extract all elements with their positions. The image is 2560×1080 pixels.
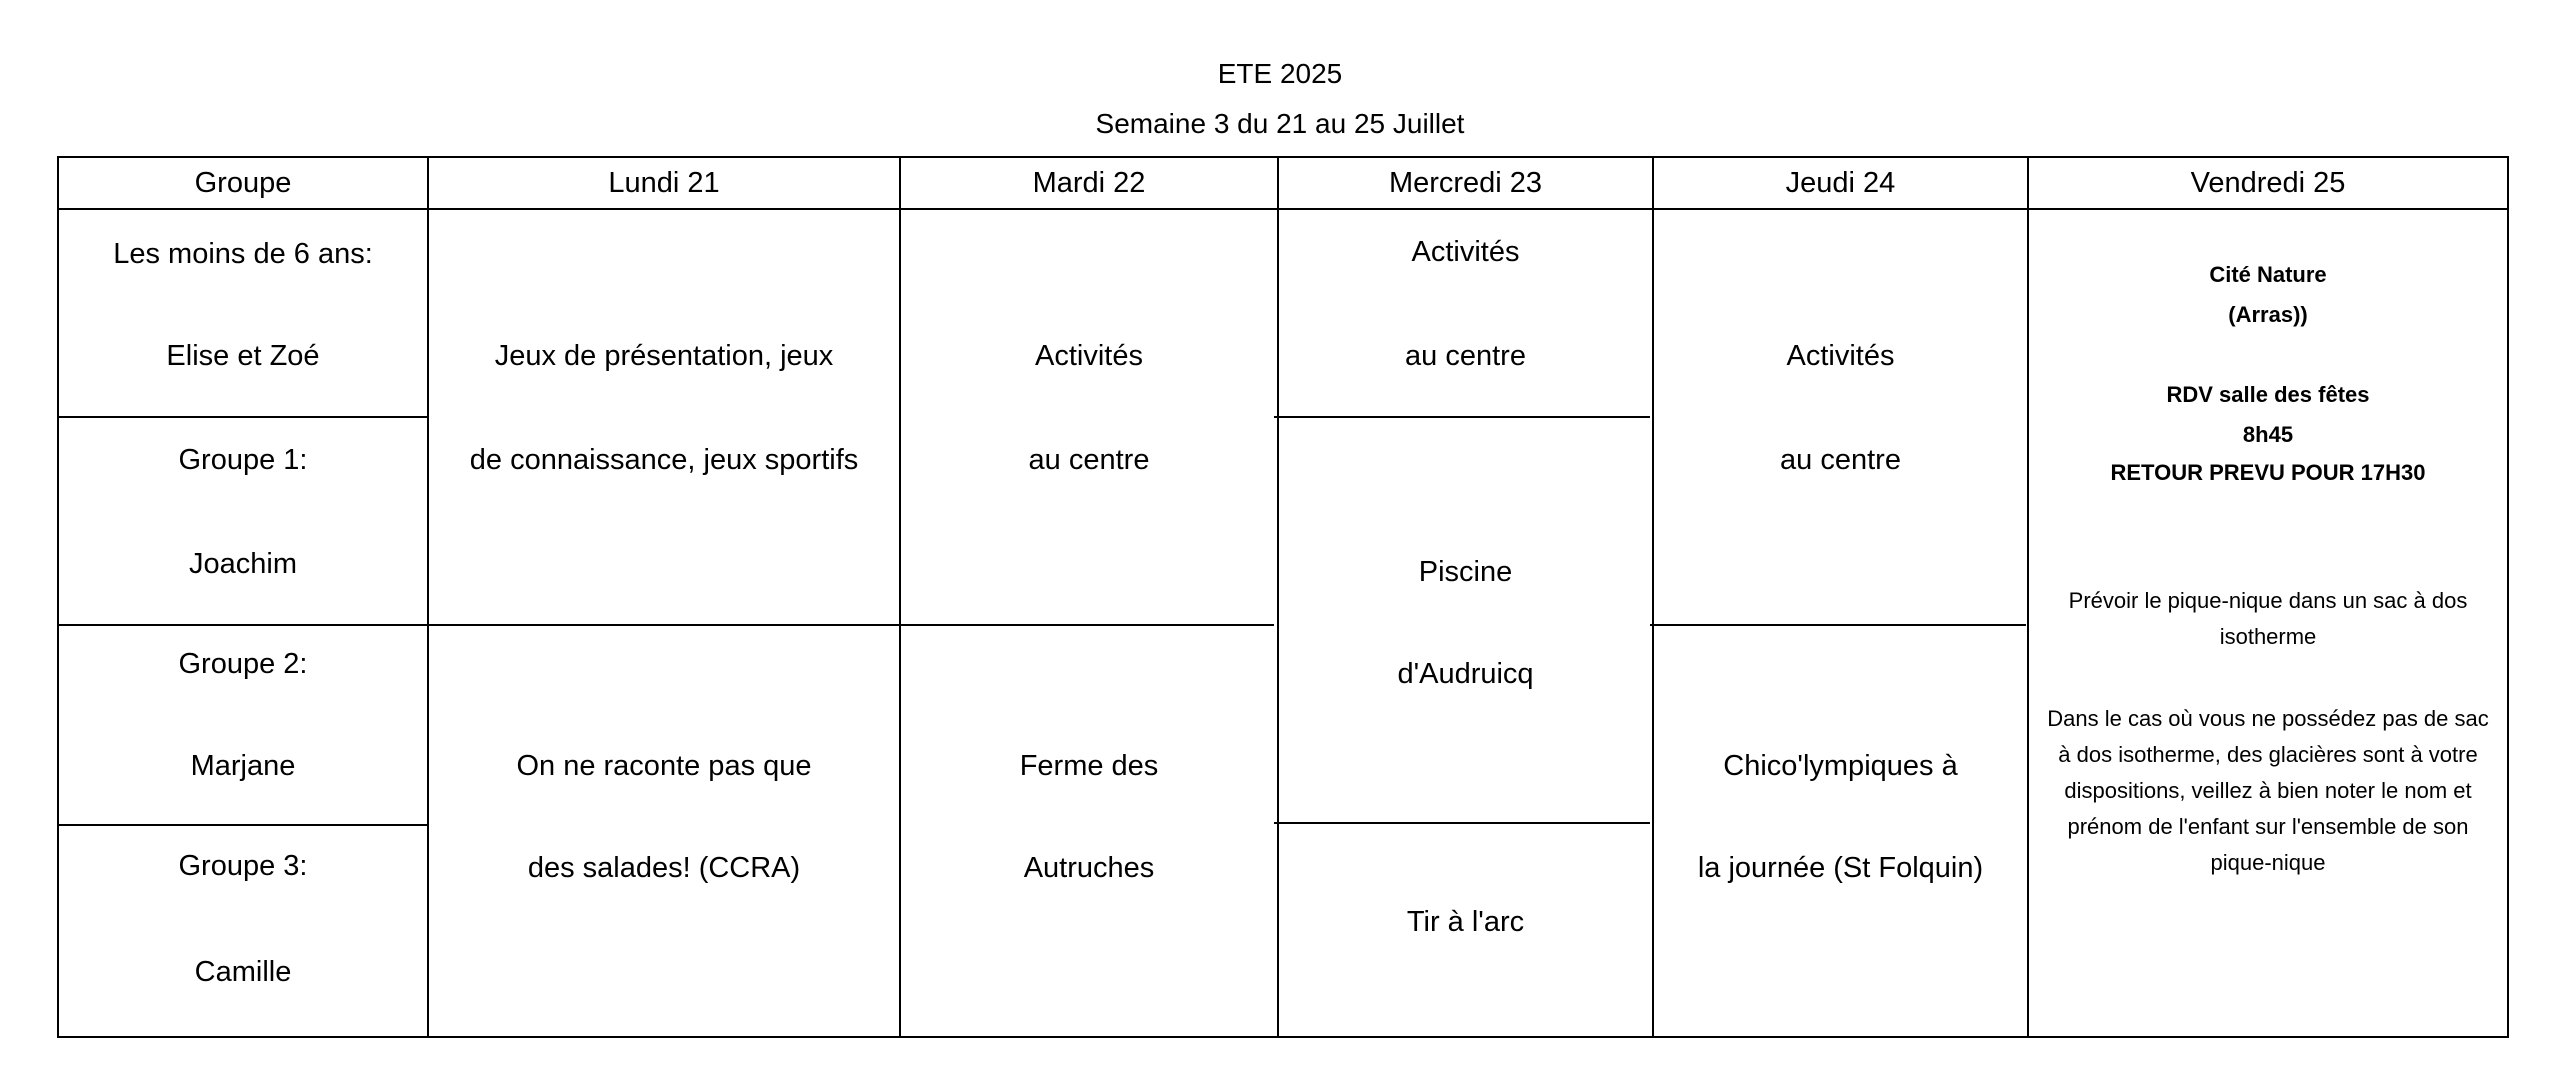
group-label: Groupe 1: xyxy=(178,444,308,476)
group-label: Groupe 2: xyxy=(178,648,308,680)
friday-note-line: pique-nique xyxy=(2210,850,2326,875)
page-subtitle: Semaine 3 du 21 au 25 Juillet xyxy=(1095,108,1465,139)
friday-note-line: Dans le cas où vous ne possédez pas de sac xyxy=(2047,706,2489,731)
activity-line: au centre xyxy=(1028,444,1150,476)
activity-line: au centre xyxy=(1405,340,1526,372)
group-label: Groupe 3: xyxy=(178,850,308,882)
group-name: Camille xyxy=(194,956,292,988)
activity-line: la journée (St Folquin) xyxy=(1697,852,1984,884)
friday-time: 8h45 xyxy=(2242,422,2294,447)
activity-line: au centre xyxy=(1780,444,1901,476)
activity-line: Tir à l'arc xyxy=(1406,906,1525,938)
friday-city: (Arras)) xyxy=(2228,302,2308,327)
group-cell xyxy=(59,626,427,824)
column-header-vendredi: Vendredi 25 xyxy=(2190,166,2346,199)
column-header-lundi: Lundi 21 xyxy=(608,166,720,199)
activity-line: Activités xyxy=(1411,236,1520,268)
friday-rdv: RDV salle des fêtes xyxy=(2166,382,2370,407)
group-label: Les moins de 6 ans: xyxy=(113,238,373,270)
activity-line: Chico'lympiques à xyxy=(1723,750,1958,782)
activity-line: Autruches xyxy=(1023,852,1155,884)
group-name: Elise et Zoé xyxy=(166,340,320,372)
wednesday-top-cell xyxy=(1279,210,1652,416)
group-cell xyxy=(59,210,427,416)
thursday-afternoon-cell xyxy=(1654,626,2027,1036)
activity-line: Jeux de présentation, jeux xyxy=(494,340,834,372)
activity-line: Piscine xyxy=(1418,556,1513,588)
friday-cell xyxy=(2029,210,2507,1036)
activity-line: Ferme des xyxy=(1019,750,1159,782)
group-name: Marjane xyxy=(190,750,296,782)
friday-note-line: Prévoir le pique-nique dans un sac à dos xyxy=(2068,588,2468,613)
schedule-table xyxy=(57,156,2509,1038)
column-header-groupe: Groupe xyxy=(194,166,292,199)
group-cell xyxy=(59,826,427,1036)
activity-line: Activités xyxy=(1786,340,1895,372)
tuesday-afternoon-cell xyxy=(901,626,1277,1036)
thursday-morning-cell xyxy=(1654,210,2027,624)
tuesday-morning-cell xyxy=(901,210,1277,624)
wednesday-bottom-cell xyxy=(1279,824,1652,1036)
activity-line: Activités xyxy=(1035,340,1143,372)
activity-line: On ne raconte pas que xyxy=(516,750,812,782)
friday-note-line: dispositions, veillez à bien noter le nom et xyxy=(2064,778,2472,803)
column-header-mercredi: Mercredi 23 xyxy=(1388,166,1543,199)
friday-note-line: prénom de l'enfant sur l'ensemble de son xyxy=(2067,814,2469,839)
activity-line: d'Audruicq xyxy=(1397,658,1534,690)
monday-morning-cell xyxy=(429,210,899,624)
group-cell xyxy=(59,418,427,624)
activity-line: de connaissance, jeux sportifs xyxy=(469,444,859,476)
activity-line: des salades! (CCRA) xyxy=(527,852,801,884)
page-title: ETE 2025 xyxy=(1217,58,1343,89)
monday-afternoon-cell xyxy=(429,626,899,1036)
friday-place: Cité Nature xyxy=(2209,262,2327,287)
friday-note-line: isotherme xyxy=(2219,624,2317,649)
wednesday-middle-cell xyxy=(1279,418,1652,822)
group-name: Joachim xyxy=(189,548,297,580)
column-header-jeudi: Jeudi 24 xyxy=(1785,166,1896,199)
column-header-mardi: Mardi 22 xyxy=(1032,166,1146,199)
friday-note-line: à dos isotherme, des glacières sont à votre xyxy=(2058,742,2478,767)
friday-return: RETOUR PREVU POUR 17H30 xyxy=(2110,460,2426,485)
